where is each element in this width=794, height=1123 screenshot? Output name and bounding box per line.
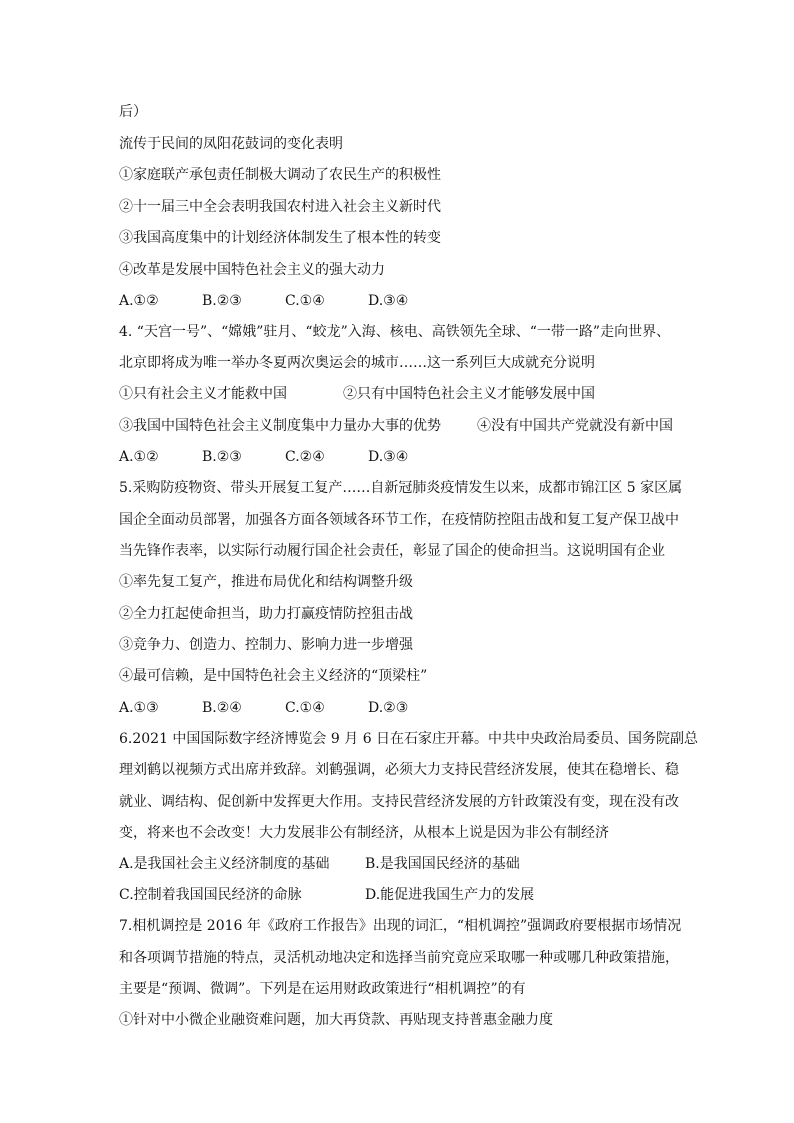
q3-choice-d: D.③④	[368, 293, 409, 309]
q3-item-4: ④改革是发展中国特色社会主义的强大动力	[119, 262, 385, 278]
q3-item-2: ②十一届三中全会表明我国农村进入社会主义新时代	[119, 199, 441, 215]
q6-stem-line-3: 就业、调结构、促创新中发挥更大作用。支持民营经济发展的方针政策没有变，现在没有改	[119, 794, 679, 810]
q5-item-1: ①率先复工复产，推进布局优化和结构调整升级	[119, 574, 413, 590]
q3-item-3: ③我国高度集中的计划经济体制发生了根本性的转变	[119, 230, 441, 246]
q4-stem-line-1: 4. “天宫一号”、“嫦娥”驻月、“蛟龙”入海、核电、高铁领先全球、“一带一路”走向世界、	[119, 324, 671, 340]
q4-choice-a: A.①②	[119, 449, 159, 465]
q6-choice-b: B.是我国国民经济的基础	[365, 856, 520, 872]
q5-item-3: ③竞争力、创造力、控制力、影响力进一步增强	[119, 637, 413, 653]
q4-choice-b: B.②③	[202, 449, 242, 465]
q6-stem-line-2: 理刘鹤以视频方式出席并致辞。刘鹤强调，必须大力支持民营经济发展，使其在稳增长、稳	[119, 762, 679, 778]
q5-choice-a: A.①③	[119, 700, 159, 716]
q4-item-1: ①只有社会主义才能救中国	[119, 386, 287, 402]
q6-choice-c: C.控制着我国国民经济的命脉	[119, 887, 302, 903]
q5-choice-d: D.②③	[368, 700, 409, 716]
q5-stem-line-1: 5.采购防疫物资、带头开展复工复产……自新冠肺炎疫情发生以来，成都市锦江区 5 家区属	[119, 480, 683, 496]
q5-stem-line-2: 国企全面动员部署，加强各方面各领域各环节工作，在疫情防控阻击战和复工复产保卫战中	[119, 512, 679, 528]
q7-stem-line-1: 7.相机调控是 2016 年《政府工作报告》出现的词汇，“相机调控”强调政府要根据市场情况	[119, 918, 682, 934]
q4-item-2: ②只有中国特色社会主义才能够发展中国	[343, 386, 595, 402]
q3-choice-b: B.②③	[202, 293, 242, 309]
q6-choice-d: D.能促进我国生产力的发展	[365, 887, 535, 903]
q4-choice-c: C.②④	[285, 449, 325, 465]
q7-stem-line-2: 和各项调节措施的特点，灵活机动地决定和选择当前究竟应采取哪一种或哪几种政策措施，	[119, 950, 679, 966]
q5-choice-c: C.①④	[285, 700, 325, 716]
q5-item-4: ④最可信赖，是中国特色社会主义经济的“顶梁柱”	[119, 668, 428, 684]
q7-stem-line-3: 主要是“预调、微调”。下列是在运用财政政策进行“相机调控”的有	[119, 981, 526, 997]
q3-choice-a: A.①②	[119, 293, 159, 309]
q3-continuation: 后）	[119, 104, 147, 120]
q5-item-2: ②全力扛起使命担当，助力打赢疫情防控狙击战	[119, 606, 413, 622]
q5-stem-line-3: 当先锋作表率，以实际行动履行国企社会责任，彰显了国企的使命担当。这说明国有企业	[119, 543, 665, 559]
q3-choice-c: C.①④	[285, 293, 325, 309]
q5-choice-b: B.②④	[202, 700, 242, 716]
q4-item-4: ④没有中国共产党就没有新中国	[477, 418, 673, 434]
q6-stem-line-4: 变，将来也不会改变！大力发展非公有制经济，从根本上说是因为非公有制经济	[119, 825, 609, 841]
q7-item-1: ①针对中小微企业融资难问题，加大再贷款、再贴现支持普惠金融力度	[119, 1012, 553, 1028]
q3-stem: 流传于民间的凤阳花鼓词的变化表明	[119, 136, 343, 152]
q3-item-1: ①家庭联产承包责任制极大调动了农民生产的积极性	[119, 167, 441, 183]
q4-choice-d: D.③④	[368, 449, 409, 465]
q4-stem-line-2: 北京即将成为唯一举办冬夏两次奥运会的城市……这一系列巨大成就充分说明	[119, 355, 595, 371]
q4-item-3: ③我国中国特色社会主义制度集中力量办大事的优势	[119, 418, 441, 434]
q6-choice-a: A.是我国社会主义经济制度的基础	[119, 856, 330, 872]
q6-stem-line-1: 6.2021 中国国际数字经济博览会 9 月 6 日在石家庄开幕。中共中央政治局委员、国务院副总	[119, 731, 699, 747]
